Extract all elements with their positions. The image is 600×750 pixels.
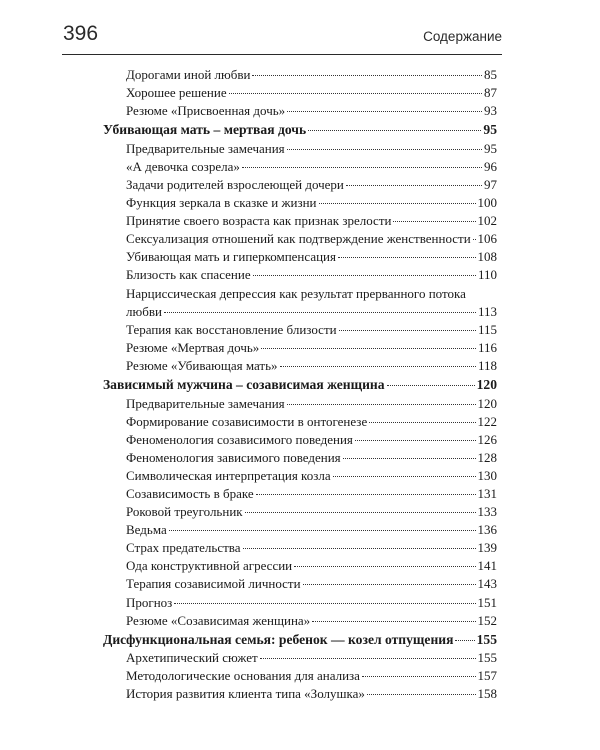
dot-leader (256, 494, 476, 495)
toc-entry-title: Резюме «Присвоенная дочь» (126, 103, 286, 119)
toc-entry-page: 115 (477, 321, 497, 337)
dot-leader (260, 658, 476, 659)
dot-leader (287, 149, 482, 150)
toc-entry (103, 140, 497, 158)
toc-entry-page: 106 (477, 231, 497, 247)
toc-entry-title: Резюме «Мертвая дочь» (126, 339, 260, 355)
toc-entry-page: 152 (477, 612, 497, 628)
toc-entry-title: Формирование созависимости в онтогенезе (126, 413, 368, 429)
toc-entry-title: Ведьма (126, 522, 167, 538)
toc-entry-title: Созависимость в браке (126, 485, 254, 501)
toc-entry-title: Архетипический сюжет (126, 650, 258, 666)
toc-entry-title: Функция зеркала в сказке и жизни (126, 195, 317, 211)
toc-entry-page: 122 (477, 413, 497, 429)
toc-entry-title: Феноменология созависимого поведения (126, 431, 353, 447)
table-of-contents (103, 66, 497, 704)
toc-entry-page: 93 (484, 103, 497, 119)
toc-entry-page: 102 (477, 213, 497, 229)
dot-leader (387, 385, 475, 386)
toc-entry (103, 521, 497, 539)
dot-leader (243, 548, 476, 549)
toc-chapter (103, 630, 497, 650)
dot-leader (369, 422, 475, 423)
toc-entry-page: 139 (477, 540, 497, 556)
toc-entry (103, 176, 497, 194)
toc-entry-title: Резюме «Созависимая женщина» (126, 612, 311, 628)
dot-leader (294, 566, 475, 567)
toc-entry-title: Дисфункциональная семья: ребенок — козел отпущения (103, 631, 454, 647)
toc-entry-title: История развития клиента типа «Золушка» (126, 686, 365, 702)
toc-entry-page: 108 (477, 249, 497, 265)
toc-entry-page: 85 (484, 67, 497, 82)
toc-entry-title: Методологические основания для анализа (126, 668, 360, 684)
toc-entry (103, 539, 497, 557)
toc-entry-page: 120 (477, 395, 497, 411)
toc-entry (103, 158, 497, 176)
toc-entry (103, 449, 497, 467)
toc-entry-page: 157 (477, 668, 497, 684)
toc-entry-page: 130 (477, 467, 497, 483)
dot-leader (355, 440, 476, 441)
toc-entry (103, 431, 497, 449)
page-header (62, 22, 502, 55)
running-head: Содержание (423, 29, 502, 44)
toc-entry-page: 136 (477, 522, 497, 538)
toc-entry-title: Зависимый мужчина – созависимая женщина (103, 377, 385, 392)
toc-chapter (103, 120, 497, 140)
toc-entry-title: Сексуализация отношений как подтверждение женственности (126, 231, 471, 247)
toc-entry-page: 97 (484, 176, 497, 192)
toc-entry-title: Предварительные замечания (126, 140, 285, 156)
toc-entry-title: Близость как спасение (126, 267, 251, 283)
dot-leader (252, 75, 482, 76)
toc-entry-page: 158 (477, 686, 497, 702)
dot-leader (245, 512, 476, 513)
toc-entry-page: 96 (484, 158, 497, 174)
dot-leader (308, 130, 481, 131)
page-number: 396 (63, 22, 99, 45)
toc-entry (103, 357, 497, 375)
toc-entry-title: Ода конструктивной агрессии (126, 558, 293, 574)
toc-entry (103, 667, 497, 685)
toc-entry (103, 212, 497, 230)
dot-leader (242, 167, 482, 168)
dot-leader (455, 640, 474, 641)
dot-leader (312, 621, 475, 622)
dot-leader (287, 111, 482, 112)
toc-entry (103, 303, 497, 321)
toc-entry (103, 467, 497, 485)
toc-entry-title: Символическая интерпретация козла (126, 467, 331, 483)
toc-entry-title: Принятие своего возраста как признак зрелости (126, 213, 392, 229)
dot-leader (229, 93, 482, 94)
toc-entry (103, 285, 497, 303)
dot-leader (261, 348, 476, 349)
toc-entry-page: 128 (477, 449, 497, 465)
toc-entry-title: Феноменология зависимого поведения (126, 449, 341, 465)
toc-entry-page: 110 (477, 267, 497, 283)
toc-entry-page: 155 (476, 631, 497, 647)
toc-entry (103, 612, 497, 630)
toc-entry-title: «А девочка созрела» (126, 158, 240, 174)
toc-entry-page: 126 (477, 431, 497, 447)
toc-entry (103, 194, 497, 212)
toc-entry (103, 339, 497, 357)
dot-leader (280, 366, 476, 367)
dot-leader (346, 185, 482, 186)
toc-entry-page: 141 (477, 558, 497, 574)
dot-leader (164, 312, 476, 313)
toc-entry-title: Задачи родителей взрослеющей дочери (126, 176, 344, 192)
dot-leader (367, 694, 476, 695)
toc-entry-title: Терапия созависимой личности (126, 576, 301, 592)
toc-entry-title: Дорогами иной любви (126, 67, 251, 82)
toc-entry-title: любви (126, 303, 162, 319)
toc-entry-title: Нарциссическая депрессия как результат прерванного потока (126, 285, 466, 301)
toc-entry-title: Предварительные замечания (126, 395, 285, 411)
toc-entry (103, 395, 497, 413)
toc-entry (103, 102, 497, 120)
toc-entry (103, 413, 497, 431)
toc-entry-title: Резюме «Убивающая мать» (126, 357, 278, 373)
toc-chapter (103, 375, 497, 395)
toc-entry-page: 95 (484, 140, 497, 156)
toc-entry (103, 84, 497, 102)
toc-entry (103, 485, 497, 503)
toc-entry (103, 321, 497, 339)
toc-entry (103, 557, 497, 575)
toc-entry (103, 649, 497, 667)
toc-entry (103, 248, 497, 266)
dot-leader (303, 584, 476, 585)
toc-entry-page: 100 (477, 195, 497, 211)
dot-leader (253, 275, 476, 276)
toc-entry-page: 87 (484, 85, 497, 101)
dot-leader (169, 530, 476, 531)
toc-entry (103, 66, 497, 84)
toc-entry-page: 95 (483, 122, 497, 138)
dot-leader (473, 239, 476, 240)
dot-leader (393, 221, 475, 222)
toc-entry (103, 575, 497, 593)
dot-leader (287, 404, 476, 405)
toc-entry (103, 594, 497, 612)
toc-entry (103, 503, 497, 521)
toc-entry-page: 116 (477, 339, 497, 355)
toc-entry-page: 151 (477, 594, 497, 610)
dot-leader (343, 458, 476, 459)
toc-entry-page: 113 (477, 303, 497, 319)
toc-entry-title: Прогноз (126, 594, 173, 610)
dot-leader (174, 603, 475, 604)
dot-leader (333, 476, 476, 477)
toc-entry (103, 230, 497, 248)
toc-entry-page: 143 (477, 576, 497, 592)
toc-entry-title: Страх предательства (126, 540, 241, 556)
dot-leader (362, 676, 476, 677)
dot-leader (319, 203, 476, 204)
toc-entry-title: Убивающая мать – мертвая дочь (103, 122, 307, 138)
toc-entry-page: 155 (477, 650, 497, 666)
toc-entry (103, 685, 497, 703)
toc-entry-title: Роковой треугольник (126, 504, 243, 520)
toc-entry-page: 133 (477, 504, 497, 520)
toc-entry-page: 131 (477, 485, 497, 501)
toc-entry (103, 266, 497, 284)
dot-leader (338, 257, 476, 258)
dot-leader (339, 330, 476, 331)
toc-entry-title: Хорошее решение (126, 85, 227, 101)
toc-entry-page: 118 (477, 357, 497, 373)
toc-entry-page: 120 (476, 377, 497, 392)
toc-entry-title: Терапия как восстановление близости (126, 321, 337, 337)
toc-entry-title: Убивающая мать и гиперкомпенсация (126, 249, 336, 265)
